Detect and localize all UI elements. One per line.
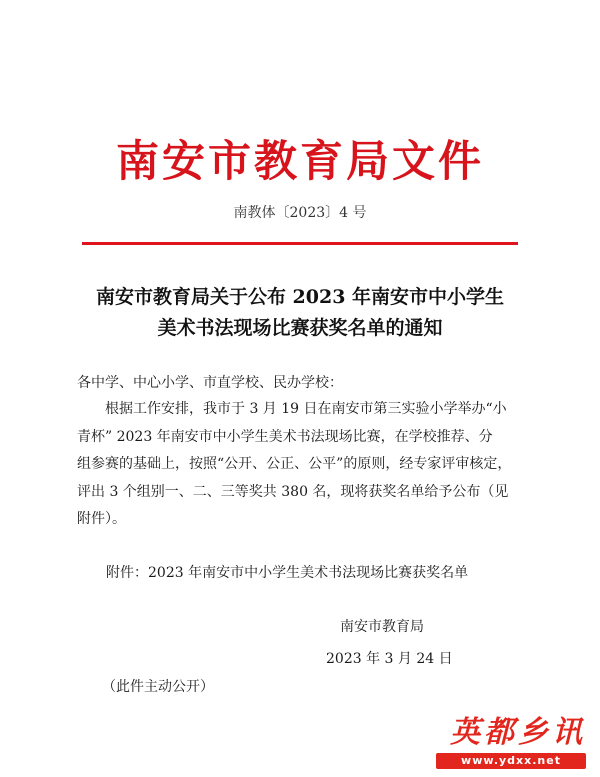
body-line: 组参赛的基础上，按照“公开、公正、公平”的原则，经专家评审核定， (77, 456, 512, 472)
notice-title-line: 南安市教育局关于公布 2023 年南安市中小学生 (95, 286, 505, 308)
notice-body (77, 396, 537, 534)
body-line: 青杯” 2023 年南安市中小学生美术书法现场比赛，在学校推荐、分 (77, 428, 493, 445)
document-number: 南教体〔2023〕4 号 (233, 205, 367, 221)
body-line: 评出 3 个组别一、二、三等奖共 380 名，现将获奖名单给予公布（见 (77, 483, 509, 500)
body-line: 附件）。 (77, 511, 126, 527)
issuer-signature: 南安市教育局 (340, 619, 424, 635)
issue-date: 2023 年 3 月 24 日 (326, 651, 453, 667)
disclosure-note: （此件主动公开） (102, 679, 214, 695)
header-title: 南安市教育局文件 (116, 137, 484, 187)
red-divider-rule (82, 242, 518, 245)
notice-title (60, 282, 540, 344)
notice-title-line: 美术书法现场比赛获奖名单的通知 (157, 317, 443, 339)
salutation: 各中学、中心小学、市直学校、民办学校： (77, 375, 343, 391)
watermark-logo-text: 英都乡讯 (450, 715, 586, 750)
watermark-url: www.ydxx.net (436, 753, 586, 769)
attachment-note: 附件：2023 年南安市中小学生美术书法现场比赛获奖名单 (106, 565, 469, 581)
watermark-logo (426, 707, 586, 769)
body-line: 根据工作安排，我市于 3 月 19 日在南安市第三实验小学举办“小 (77, 401, 507, 417)
